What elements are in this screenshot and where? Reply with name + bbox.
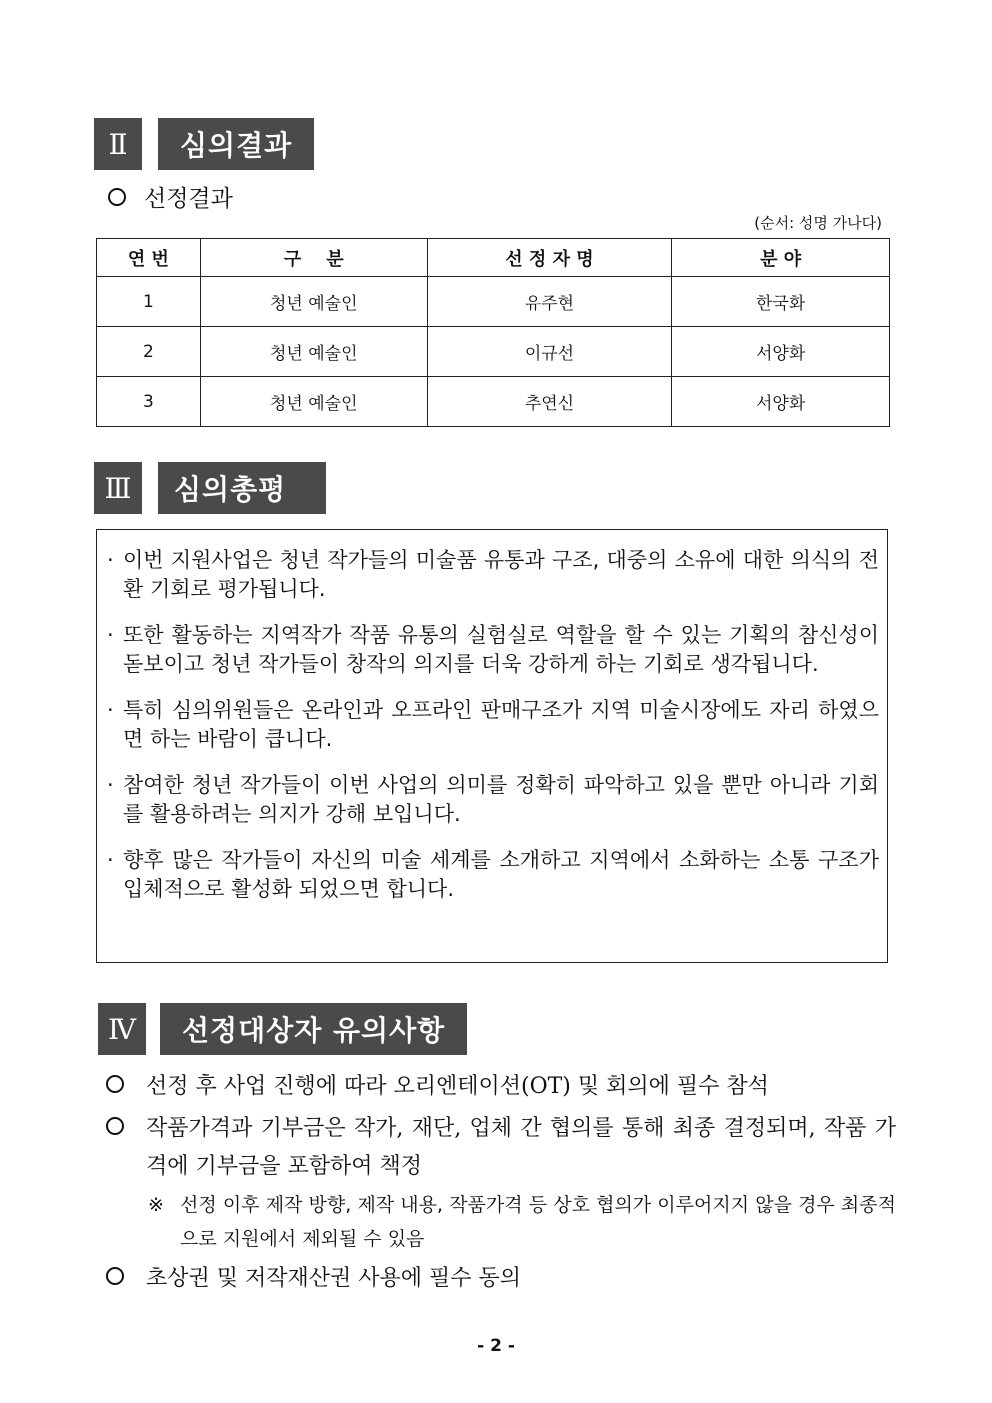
circle-bullet-icon — [108, 188, 126, 206]
cell-category: 청년 예술인 — [200, 327, 427, 377]
reference-mark: ※ — [148, 1194, 164, 1216]
middle-dot-bullet: · — [107, 773, 114, 797]
sub-note: ※ 선정 이후 제작 방향, 제작 내용, 작품가격 등 상호 협의가 이루어지지 않을 경우 최종적으로 지원에서 제외될 수 있음 — [148, 1188, 896, 1256]
cell-field: 서양화 — [672, 377, 890, 427]
section-3-title: 심의총평 — [158, 462, 326, 514]
cell-no: 3 — [97, 377, 201, 427]
cell-no: 1 — [97, 277, 201, 327]
list-item: · 향후 많은 작가들이 자신의 미술 세계를 소개하고 지역에서 소화하는 소통 구조가 입체적으로 활성화 되었으면 합니다. — [107, 846, 879, 903]
cell-field: 서양화 — [672, 327, 890, 377]
col-header-name: 선 정 자 명 — [427, 239, 672, 277]
cell-category: 청년 예술인 — [200, 377, 427, 427]
section-3-number: Ⅲ — [94, 462, 142, 514]
section-4-number: Ⅳ — [98, 1003, 146, 1055]
list-item: 초상권 및 저작재산권 사용에 필수 동의 — [106, 1260, 896, 1298]
order-note: (순서: 성명 가나다) — [754, 214, 882, 232]
section-2-number: Ⅱ — [94, 118, 142, 170]
table-row — [97, 277, 890, 327]
list-item: · 특히 심의위원들은 온라인과 오프라인 판매구조가 지역 미술시장에도 자리 하였으면 하는 바람이 큽니다. — [107, 696, 879, 753]
col-header-no: 연 번 — [97, 239, 201, 277]
list-item: · 이번 지원사업은 청년 작가들의 미술품 유통과 구조, 대중의 소유에 대한 의식의 전환 기회로 평가됩니다. — [107, 546, 879, 603]
section-2-title: 심의결과 — [158, 118, 314, 170]
middle-dot-bullet: · — [107, 848, 114, 872]
list-item: 선정 후 사업 진행에 따라 오리엔테이션(OT) 및 회의에 필수 참석 — [106, 1068, 896, 1106]
col-header-field: 분 야 — [672, 239, 890, 277]
cell-name: 이규선 — [427, 327, 672, 377]
page-number: - 2 - — [477, 1336, 515, 1356]
review-summary-box — [96, 529, 888, 963]
cell-no: 2 — [97, 327, 201, 377]
table-row — [97, 377, 890, 427]
circle-bullet-icon — [106, 1267, 124, 1285]
cell-name: 추연신 — [427, 377, 672, 427]
cell-field: 한국화 — [672, 277, 890, 327]
section-2-header — [94, 118, 314, 170]
list-item: 작품가격과 기부금은 작가, 재단, 업체 간 협의를 통해 최종 결정되며, 작품 가격에 기부금을 포함하여 책정 — [106, 1110, 896, 1186]
col-header-category: 구 분 — [200, 239, 427, 277]
middle-dot-bullet: · — [107, 548, 114, 572]
selection-result-heading: 선정결과 — [108, 180, 233, 213]
section-4-title: 선정대상자 유의사항 — [160, 1003, 467, 1055]
table-header-row — [97, 239, 890, 277]
circle-bullet-icon — [106, 1117, 124, 1135]
middle-dot-bullet: · — [107, 698, 114, 722]
notice-list — [106, 1068, 896, 1298]
section-4-header — [98, 1003, 467, 1055]
table-row — [97, 327, 890, 377]
middle-dot-bullet: · — [107, 623, 114, 647]
selection-table — [96, 238, 890, 427]
list-item: · 또한 활동하는 지역작가 작품 유통의 실험실로 역할을 할 수 있는 기획의 참신성이 돋보이고 청년 작가들이 창작의 의지를 더욱 강하게 하는 기회로 생각됩니다. — [107, 621, 879, 678]
cell-category: 청년 예술인 — [200, 277, 427, 327]
circle-bullet-icon — [106, 1075, 124, 1093]
cell-name: 유주현 — [427, 277, 672, 327]
list-item: · 참여한 청년 작가들이 이번 사업의 의미를 정확히 파악하고 있을 뿐만 아니라 기회를 활용하려는 의지가 강해 보입니다. — [107, 771, 879, 828]
section-3-header — [94, 462, 326, 514]
